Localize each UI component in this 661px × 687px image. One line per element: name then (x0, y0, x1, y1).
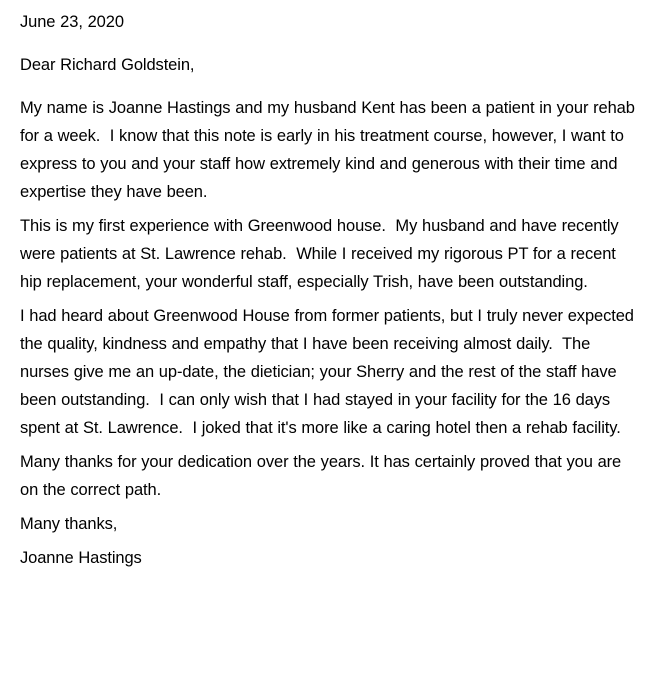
closing: Many thanks, (20, 515, 118, 533)
letter-paragraph-4: Many thanks for your dedication over the years. It has certainly proved that you are on the correct path. (20, 453, 626, 499)
letter-paragraph-1: My name is Joanne Hastings and my husband Kent has been a patient in your rehab for a week. I know that this note is early in his treatment course, however, I want to express to you and your staff how extremely kind and generous with their time and expertise they have been. (20, 99, 640, 201)
date-line: June 23, 2020 (20, 13, 124, 31)
salutation: Dear Richard Goldstein, (20, 56, 195, 74)
signature: Joanne Hastings (20, 549, 142, 567)
letter-paragraph-3: I had heard about Greenwood House from former patients, but I truly never expected the quality, kindness and empathy that I have been receiving almost daily. The nurses give me an up-date, the dietician; your Sherry and the rest of the staff have been outstanding. I can only wish that I had stayed in your facility for the 16 days spent at St. Lawrence. I joked that it's more like a caring hotel then a rehab facility. (20, 307, 639, 437)
letter-paragraph-2: This is my first experience with Greenwood house. My husband and have recently were patients at St. Lawrence rehab. While I received my rigorous PT for a recent hip replacement, your wonderful staff, especially Trish, have been outstanding. (20, 217, 624, 291)
